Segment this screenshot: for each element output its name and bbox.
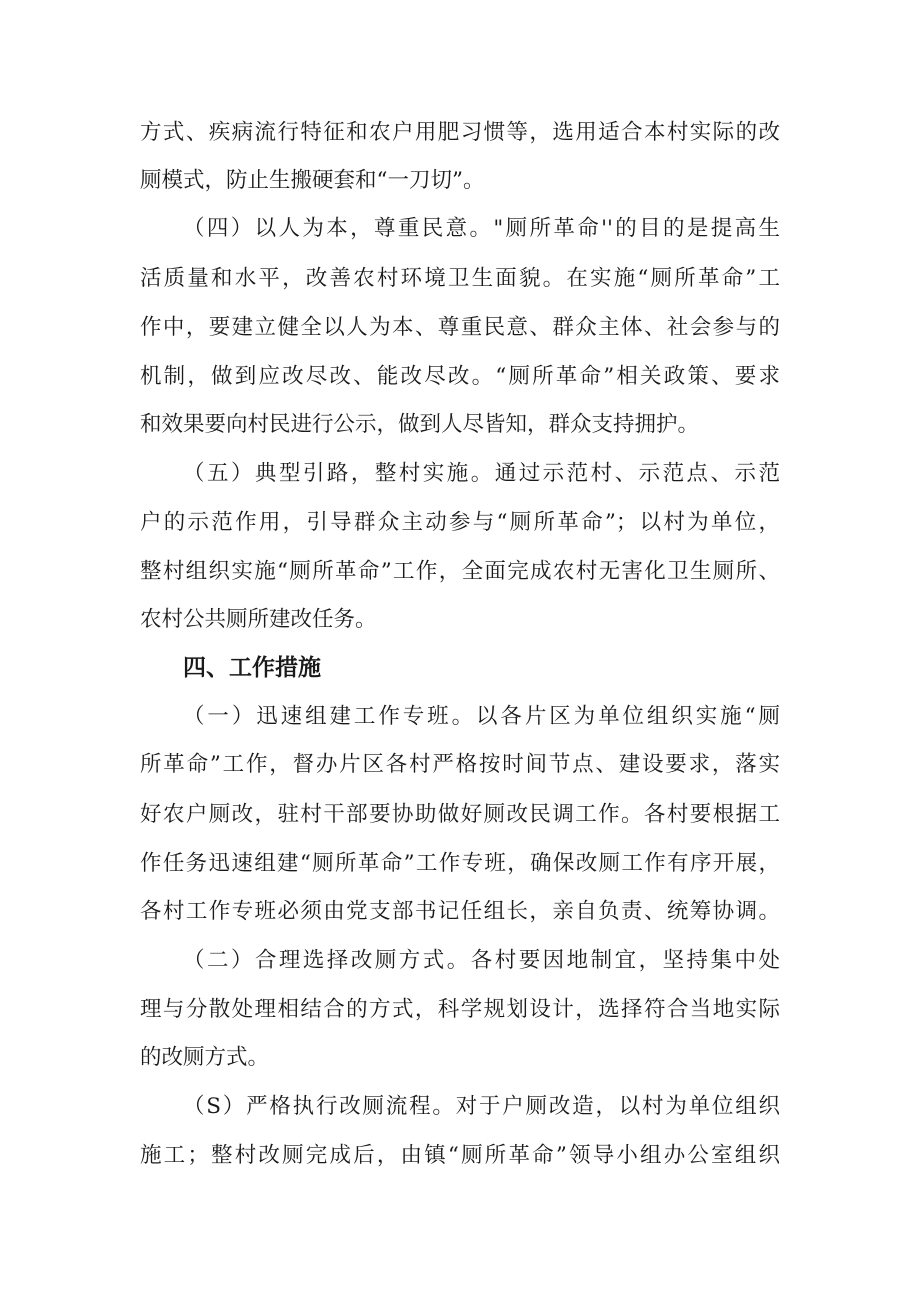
text-line: 户的示范作用，引导群众主动参与“厕所革命”；以村为单位， — [140, 510, 780, 535]
text-line: 农村公共厕所建改任务。 — [140, 607, 377, 632]
paragraph-first-line: （四）以人为本，尊重民意。"厕所革命''的目的是提高生 — [183, 216, 780, 241]
text-line: 机制，做到应改尽改、能改尽改。“厕所革命”相关政策、要求 — [140, 364, 780, 389]
paragraph-first-line: （二）合理选择改厕方式。各村要因地制宜，坚持集中处 — [183, 948, 780, 973]
text-line: 整村组织实施“厕所革命”工作，全面完成农村无害化卫生厕所、 — [140, 559, 780, 584]
text-line: 活质量和水平，改善农村环境卫生面貌。在实施“厕所革命”工 — [140, 266, 780, 291]
paragraph-first-line: （一）迅速组建工作专班。以各片区为单位组织实施“厕 — [183, 704, 780, 729]
text-line: 所革命”工作，督办片区各村严格按时间节点、建设要求，落实 — [140, 752, 780, 777]
text-line: 各村工作专班必须由党支部书记任组长，亲自负责、统筹协调。 — [140, 899, 780, 924]
text-line: 的改厕方式。 — [140, 1045, 270, 1070]
text-line: 施工；整村改厕完成后，由镇“厕所革命”领导小组办公室组织 — [140, 1143, 780, 1168]
text-line: 方式、疾病流行特征和农户用肥习惯等，选用适合本村实际的改 — [140, 120, 780, 145]
text-line: 作任务迅速组建“厕所革命”工作专班，确保改厕工作有序开展， — [140, 851, 780, 876]
text-line: 理与分散处理相结合的方式，科学规划设计，选择符合当地实际 — [140, 997, 780, 1022]
text-line: 好农户厕改，驻村干部要协助做好厕改民调工作。各村要根据工 — [140, 802, 780, 827]
text-line: 作中，要建立健全以人为本、尊重民意、群众主体、社会参与的 — [140, 315, 780, 340]
text-line: 厕模式，防止生搬硬套和“一刀切”。 — [140, 168, 485, 193]
paragraph-first-line: （五）典型引路，整村实施。通过示范村、示范点、示范 — [183, 461, 780, 486]
paragraph-first-line: （S）严格执行改厕流程。对于户厕改造，以村为单位组织 — [183, 1094, 780, 1119]
text-line: 和效果要向村民进行公示，做到人尽皆知，群众支持拥护。 — [140, 412, 700, 437]
section-heading: 四、工作措施 — [183, 655, 321, 681]
